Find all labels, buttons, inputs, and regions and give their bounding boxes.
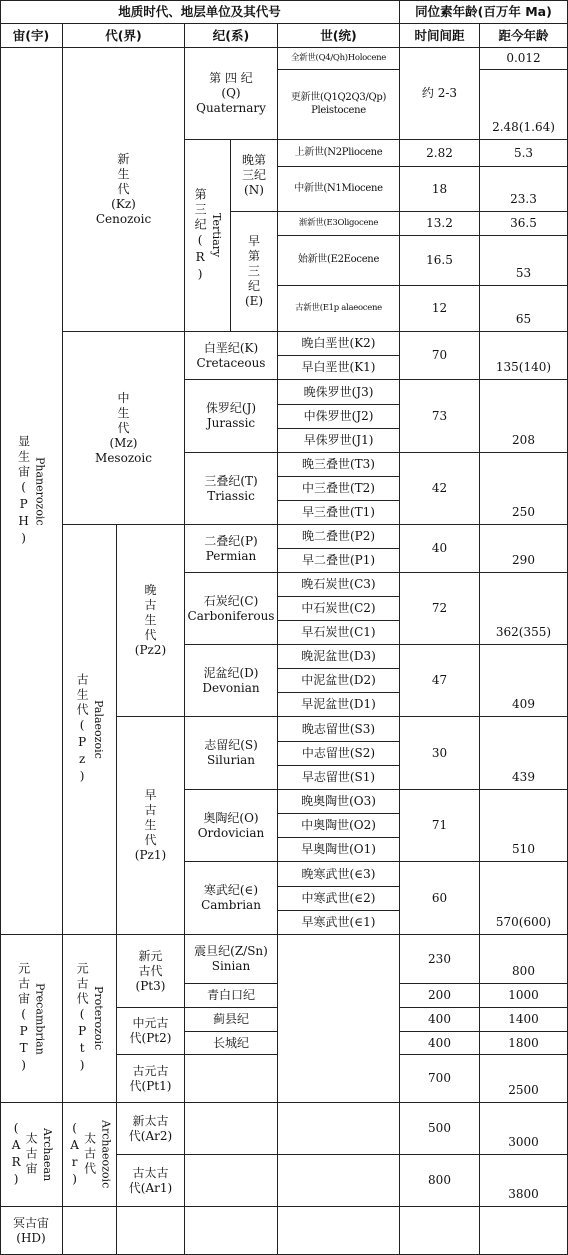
age-carboniferous: 362(355)	[480, 573, 568, 645]
age-silurian: 439	[480, 717, 568, 790]
interval-paleoarchean: 800	[400, 1155, 480, 1207]
interval-neoarchean: 500	[400, 1103, 480, 1155]
age-miocene: 23.3	[480, 167, 568, 212]
era-archaeozoic-zh: 太古代(Ar)	[67, 1120, 97, 1189]
column-header-eon: 宙(宇)	[0, 24, 63, 48]
interval-changcheng: 400	[400, 1032, 480, 1055]
epoch-pleistocene: 更新世(Q1Q2Q3/Qp) Pleistocene	[278, 70, 400, 140]
period-qingbaikou: 青白口纪	[185, 984, 278, 1008]
header-age-title: 同位素年龄(百万年 Ma)	[400, 0, 568, 24]
epoch-paleocene: 古新世(E1p alaeocene	[278, 286, 400, 332]
interval-jixian: 400	[400, 1008, 480, 1032]
interval-qingbaikou: 200	[400, 984, 480, 1008]
eon-precambrian-en: Precambrian	[33, 982, 47, 1055]
eon-archean	[0, 1103, 63, 1207]
interval-ordovician: 71	[400, 790, 480, 862]
interval-cambrian: 60	[400, 862, 480, 935]
era-archaeozoic	[63, 1103, 117, 1207]
interval-eocene: 16.5	[400, 236, 480, 286]
epoch-j2: 中侏罗世(J2)	[278, 405, 400, 429]
period-tertiary	[185, 140, 231, 332]
epoch-c1: 早石炭世(C1)	[278, 621, 400, 645]
interval-devonian: 47	[400, 645, 480, 717]
header-group-title: 地质时代、地层单位及其代号	[0, 0, 400, 24]
interval-paleoproterozoic: 700	[400, 1055, 480, 1103]
interval-sinian: 230	[400, 935, 480, 984]
period-cambrian: 寒武纪(∈) Cambrian	[185, 862, 278, 935]
period-cretaceous: 白垩纪(K) Cretaceous	[185, 332, 278, 380]
epoch-holocene: 全新世(Q4/Qh)Holocene	[278, 48, 400, 70]
era-neoproterozoic: 新元 古代 (Pt3)	[117, 935, 185, 1008]
period-jurassic: 侏罗纪(J) Jurassic	[185, 380, 278, 453]
age-changcheng: 1800	[480, 1032, 568, 1055]
age-paleocene: 65	[480, 286, 568, 332]
epoch-empty-ar2	[278, 1103, 400, 1155]
epoch-e1: 早寒武世(∈1)	[278, 911, 400, 935]
epoch-s2: 中志留世(S2)	[278, 742, 400, 766]
age-cambrian: 570(600)	[480, 862, 568, 935]
epoch-miocene: 中新世(N1Miocene	[278, 167, 400, 212]
interval-paleocene: 12	[400, 286, 480, 332]
epoch-d1: 早泥盆世(D1)	[278, 693, 400, 717]
age-neoarchean: 3000	[480, 1103, 568, 1155]
column-header-period: 纪(系)	[185, 24, 278, 48]
epoch-e2: 中寒武世(∈2)	[278, 887, 400, 911]
era-paleozoic-zh: 古生代(Pz)	[75, 673, 90, 786]
age-sinian: 800	[480, 935, 568, 984]
age-cretaceous: 135(140)	[480, 332, 568, 380]
period-tertiary-zh: 第三纪(R)	[193, 187, 208, 284]
interval-carboniferous: 72	[400, 573, 480, 645]
column-header-era: 代(界)	[63, 24, 185, 48]
period-empty-hd	[185, 1207, 278, 1255]
epoch-empty-ar1	[278, 1155, 400, 1207]
era-early-paleozoic: 早 古 生 代 (Pz1)	[117, 717, 185, 935]
epoch-p2: 晚二叠世(P2)	[278, 525, 400, 549]
period-neogene: 晚第 三纪 (N)	[231, 140, 278, 212]
epoch-empty-hd	[278, 1207, 400, 1255]
age-triassic: 250	[480, 453, 568, 525]
period-empty-ar1	[185, 1155, 278, 1207]
epoch-d2: 中泥盆世(D2)	[278, 669, 400, 693]
period-tertiary-en: Tertiary	[209, 213, 223, 258]
interval-miocene: 18	[400, 167, 480, 212]
epoch-t1: 早三叠世(T1)	[278, 501, 400, 525]
interval-pliocene: 2.82	[400, 140, 480, 167]
era-hadean-empty	[63, 1207, 117, 1255]
epoch-k1: 早白垩世(K1)	[278, 356, 400, 380]
interval-quaternary: 约 2-3	[400, 48, 480, 140]
era-proterozoic-en: Proterozoic	[91, 986, 105, 1051]
period-quaternary: 第 四 纪 (Q) Quaternary	[185, 48, 278, 140]
epoch-pliocene: 上新世(N2Pliocene	[278, 140, 400, 167]
age-pleistocene: 2.48(1.64)	[480, 70, 568, 140]
epoch-t3: 晚三叠世(T3)	[278, 453, 400, 477]
era-archaeozoic-en: Archaeozoic	[99, 1120, 113, 1189]
era-hadean-sub-empty	[117, 1207, 185, 1255]
era-proterozoic	[63, 935, 117, 1103]
eon-phanerozoic-en: Phanerozoic	[33, 456, 47, 526]
age-oligocene: 36.5	[480, 212, 568, 236]
epoch-s3: 晚志留世(S3)	[278, 717, 400, 742]
epoch-o2: 中奥陶世(O2)	[278, 814, 400, 838]
epoch-p1: 早二叠世(P1)	[278, 549, 400, 573]
era-mesoproterozoic: 中元古 代(Pt2)	[117, 1008, 185, 1055]
age-jurassic: 208	[480, 380, 568, 453]
epoch-o3: 晚奥陶世(O3)	[278, 790, 400, 814]
period-ordovician: 奥陶纪(O) Ordovician	[185, 790, 278, 862]
epoch-t2: 中三叠世(T2)	[278, 477, 400, 501]
epoch-oligocene: 渐新世(E3Oligocene	[278, 212, 400, 236]
column-header-interval: 时间间距	[400, 24, 480, 48]
period-triassic: 三叠纪(T) Triassic	[185, 453, 278, 525]
age-permian: 290	[480, 525, 568, 573]
era-late-paleozoic: 晚 古 生 代 (Pz2)	[117, 525, 185, 717]
epoch-d3: 晚泥盆世(D3)	[278, 645, 400, 669]
era-neoarchean: 新太古 代(Ar2)	[117, 1103, 185, 1155]
interval-cretaceous: 70	[400, 332, 480, 380]
era-mesozoic: 中 生 代 (Mz) Mesozoic	[63, 332, 185, 525]
interval-jurassic: 73	[400, 380, 480, 453]
era-cenozoic: 新 生 代 (Kz) Cenozoic	[63, 48, 185, 332]
eon-archean-zh: 太古宙(AR)	[9, 1120, 39, 1189]
eon-precambrian-zh: 元古宙(PT)	[16, 962, 31, 1075]
epoch-eocene: 始新世(E2Eocene	[278, 236, 400, 286]
period-silurian: 志留纪(S) Silurian	[185, 717, 278, 790]
period-changcheng: 长城纪	[185, 1032, 278, 1055]
epoch-s1: 早志留世(S1)	[278, 766, 400, 790]
period-sinian: 震旦纪(Z/Sn) Sinian	[185, 935, 278, 984]
era-proterozoic-zh: 元古代(Pt)	[75, 962, 90, 1075]
age-empty-hd	[480, 1207, 568, 1255]
age-holocene: 0.012	[480, 48, 568, 70]
period-paleogene: 早 第 三 纪 (E)	[231, 212, 278, 332]
interval-permian: 40	[400, 525, 480, 573]
epoch-e3: 晚寒武世(∈3)	[278, 862, 400, 887]
interval-empty-hd	[400, 1207, 480, 1255]
eon-archean-en: Archaean	[40, 1127, 54, 1182]
age-ordovician: 510	[480, 790, 568, 862]
period-empty-ar2	[185, 1103, 278, 1155]
era-paleoproterozoic: 古元古 代(Pt1)	[117, 1055, 185, 1103]
epoch-o1: 早奥陶世(O1)	[278, 838, 400, 862]
epoch-c3: 晚石炭世(C3)	[278, 573, 400, 597]
epoch-j1: 早侏罗世(J1)	[278, 429, 400, 453]
epoch-c2: 中石炭世(C2)	[278, 597, 400, 621]
age-jixian: 1400	[480, 1008, 568, 1032]
period-carboniferous: 石炭纪(C) Carboniferous	[185, 573, 278, 645]
column-header-epoch: 世(统)	[278, 24, 400, 48]
period-permian: 二叠纪(P) Permian	[185, 525, 278, 573]
interval-triassic: 42	[400, 453, 480, 525]
era-paleozoic-en: Palaeozoic	[91, 700, 105, 759]
epoch-empty-precambrian	[278, 935, 400, 1103]
age-paleoproterozoic: 2500	[480, 1055, 568, 1103]
eon-hadean: 冥古宙 (HD)	[0, 1207, 63, 1255]
era-paleoarchean: 古太古 代(Ar1)	[117, 1155, 185, 1207]
age-paleoarchean: 3800	[480, 1155, 568, 1207]
epoch-j3: 晚侏罗世(J3)	[278, 380, 400, 405]
period-jixian: 蓟县纪	[185, 1008, 278, 1032]
interval-silurian: 30	[400, 717, 480, 790]
eon-phanerozoic	[0, 48, 63, 935]
era-paleozoic	[63, 525, 117, 935]
eon-precambrian	[0, 935, 63, 1103]
age-devonian: 409	[480, 645, 568, 717]
age-eocene: 53	[480, 236, 568, 286]
epoch-k2: 晚白垩世(K2)	[278, 332, 400, 356]
age-qingbaikou: 1000	[480, 984, 568, 1008]
eon-phanerozoic-zh: 显生宙(PH)	[16, 434, 31, 548]
period-devonian: 泥盆纪(D) Devonian	[185, 645, 278, 717]
period-empty-pt1	[185, 1055, 278, 1103]
age-pliocene: 5.3	[480, 140, 568, 167]
column-header-age: 距今年龄	[480, 24, 568, 48]
interval-oligocene: 13.2	[400, 212, 480, 236]
